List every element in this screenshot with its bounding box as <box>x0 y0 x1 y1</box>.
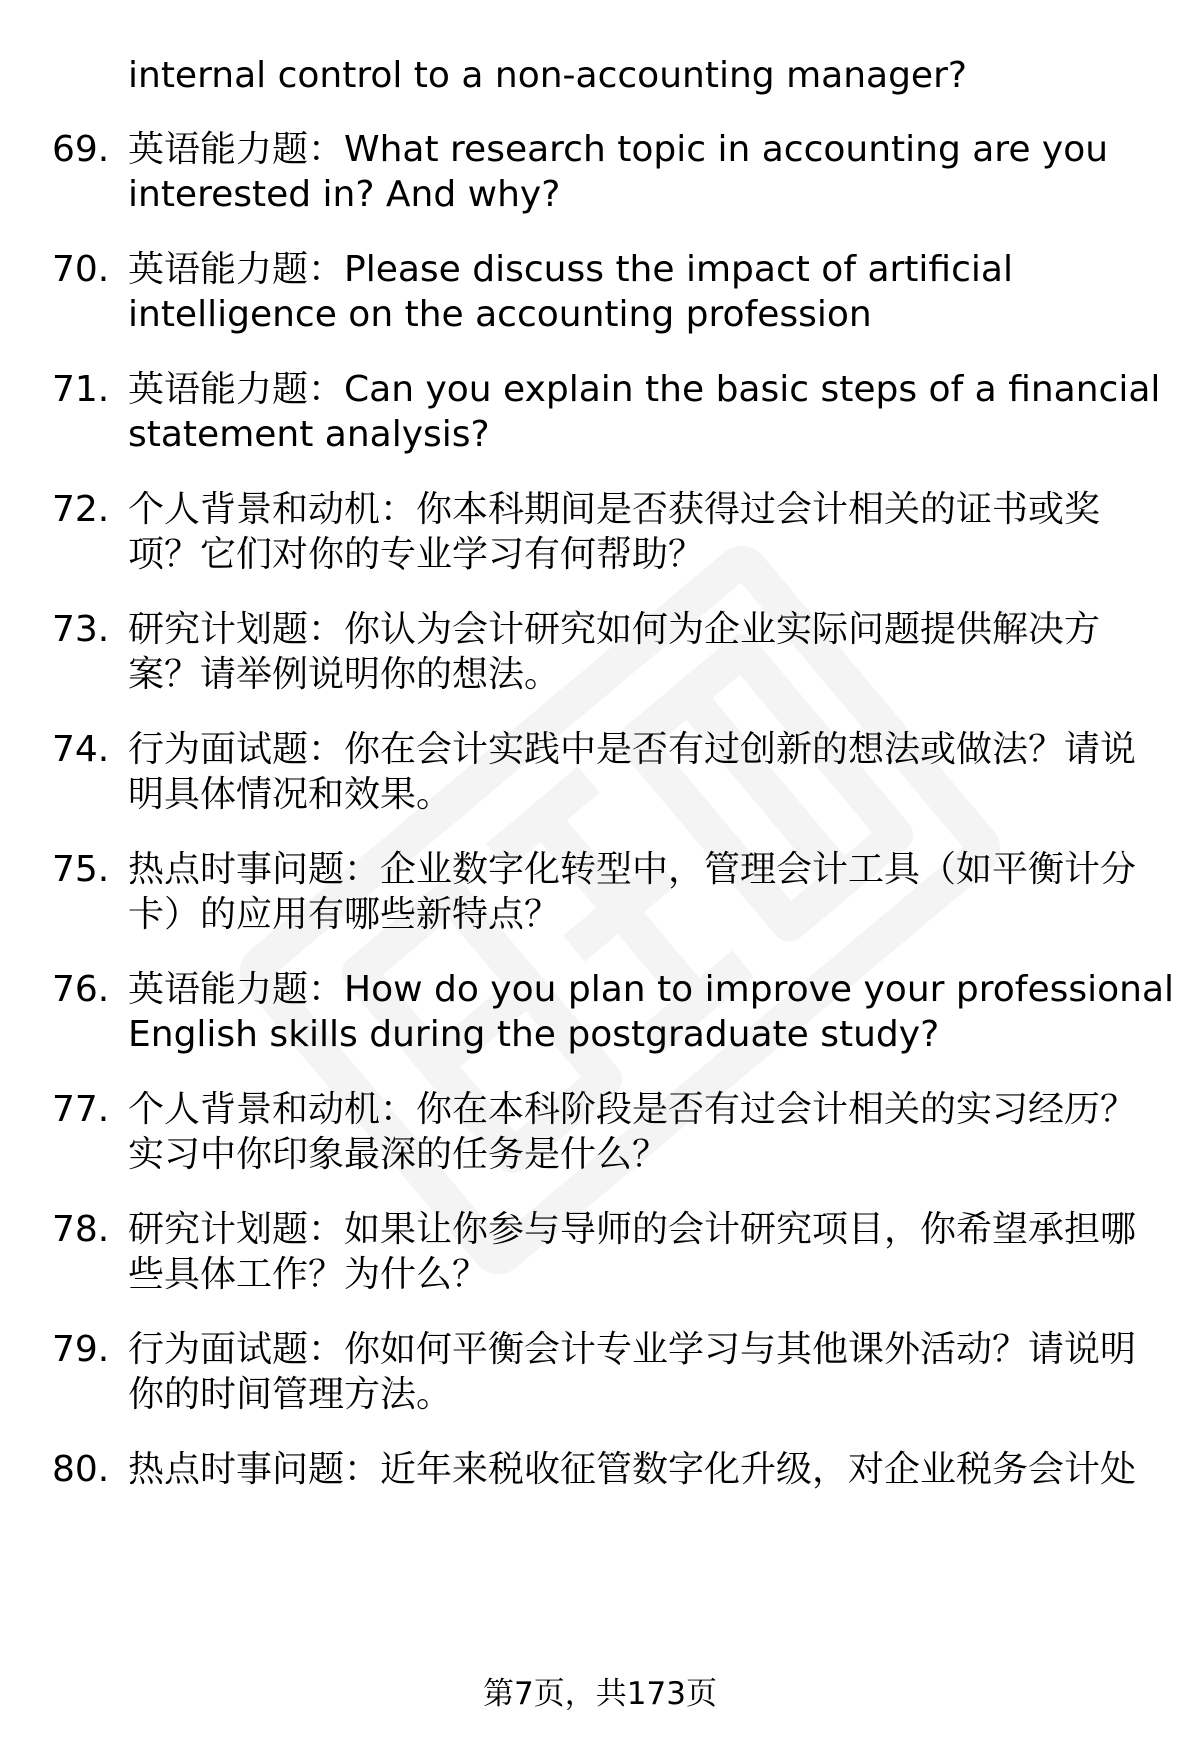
question-text-line: 研究计划题：你认为会计研究如何为企业实际问题提供解决方 <box>128 609 1101 650</box>
question-text-line: intelligence on the accounting profession <box>128 294 872 335</box>
question-text-line: 英语能力题：What research topic in accounting are you <box>128 129 1109 170</box>
question-number: 70. <box>52 249 110 290</box>
question-text-line: interested in? And why? <box>128 174 561 215</box>
question-text-line: 些具体工作？为什么？ <box>128 1254 489 1295</box>
question-text-line: 热点时事问题：企业数字化转型中，管理会计工具（如平衡计分 <box>128 849 1137 890</box>
question-text-line: 案？请举例说明你的想法。 <box>128 654 561 695</box>
question-text-line: 项？它们对你的专业学习有何帮助？ <box>128 534 705 575</box>
question-number: 73. <box>52 609 110 650</box>
question-text-line: 实习中你印象最深的任务是什么？ <box>128 1134 669 1175</box>
question-number: 78. <box>52 1209 110 1250</box>
page-footer: 第7页，共173页 <box>483 1676 717 1712</box>
question-text-line: English skills during the postgraduate study? <box>128 1014 940 1055</box>
question-number: 72. <box>52 489 110 530</box>
question-text-line: 英语能力题：Can you explain the basic steps of a financial <box>128 369 1161 410</box>
question-number: 76. <box>52 969 110 1010</box>
question-number: 71. <box>52 369 110 410</box>
question-number: 80. <box>52 1449 110 1490</box>
question-number: 79. <box>52 1329 110 1370</box>
continuation-line: internal control to a non-accounting manager? <box>128 55 967 96</box>
question-text-line: 明具体情况和效果。 <box>128 774 453 815</box>
question-number: 77. <box>52 1089 110 1130</box>
question-text-line: 英语能力题：Please discuss the impact of artificial <box>128 249 1013 290</box>
question-number: 75. <box>52 849 110 890</box>
question-text-line: 个人背景和动机：你在本科阶段是否有过会计相关的实习经历？ <box>128 1089 1137 1130</box>
question-text-line: 你的时间管理方法。 <box>128 1374 453 1415</box>
question-text-line: 个人背景和动机：你本科期间是否获得过会计相关的证书或奖 <box>128 489 1101 530</box>
question-text-line: 行为面试题：你如何平衡会计专业学习与其他课外活动？请说明 <box>128 1329 1137 1370</box>
question-text-line: 卡）的应用有哪些新特点？ <box>128 894 561 935</box>
question-text-line: 热点时事问题：近年来税收征管数字化升级，对企业税务会计处 <box>128 1449 1137 1490</box>
question-number: 74. <box>52 729 110 770</box>
question-text-line: statement analysis? <box>128 414 490 455</box>
question-text-line: 行为面试题：你在会计实践中是否有过创新的想法或做法？请说 <box>128 729 1137 770</box>
question-number: 69. <box>52 129 110 170</box>
question-text-line: 英语能力题：How do you plan to improve your professional <box>128 969 1175 1010</box>
question-text-line: 研究计划题：如果让你参与导师的会计研究项目，你希望承担哪 <box>128 1209 1137 1250</box>
